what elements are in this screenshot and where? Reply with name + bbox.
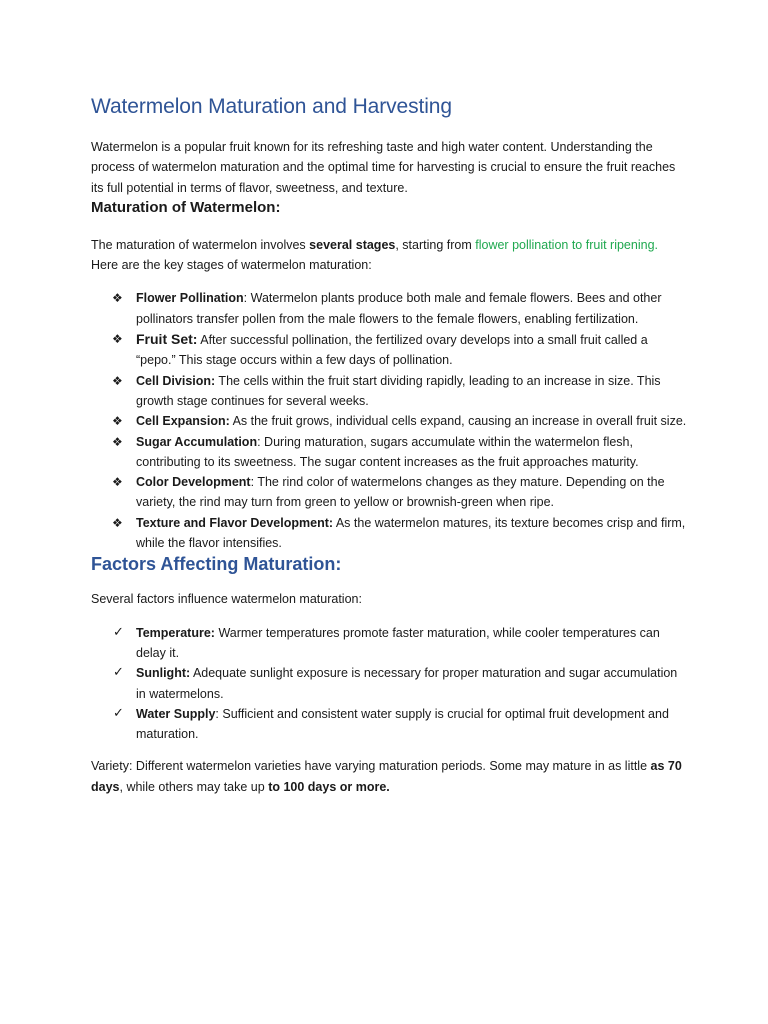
- stage-text: During maturation, sugars accumulate within the watermelon flesh, contributing to its sweetness. The sugar content increases as the fruit approaches maturity.: [136, 434, 639, 469]
- stage-term: Flower Pollination: [136, 291, 244, 306]
- maturation-heading: Maturation of Watermelon:: [91, 198, 281, 216]
- factor-text: Warmer temperatures promote faster maturation, while cooler temperatures can delay it.: [136, 625, 660, 660]
- intro-paragraph: Watermelon is a popular fruit known for its refreshing taste and high water content. Understanding the process of watermelon maturation and the optimal time for harvesting is crucial to ensure the fruit reaches its full potential in terms of flavor, sweetness, and texture.: [91, 140, 676, 195]
- diamond-bullet-icon: ❖: [112, 414, 123, 429]
- stage-term: Cell Expansion:: [136, 414, 230, 429]
- list-item: [91, 704, 687, 745]
- diamond-bullet-icon: ❖: [112, 434, 123, 449]
- list-item: [91, 663, 687, 704]
- stage-term: Texture and Flavor Development:: [136, 515, 334, 530]
- stage-text: The cells within the fruit start dividing rapidly, leading to an increase in size. This growth stage continues for several weeks.: [136, 373, 661, 408]
- factors-list: [91, 623, 687, 745]
- factor-term: Sunlight:: [136, 666, 191, 681]
- diamond-bullet-icon: ❖: [112, 515, 123, 530]
- stages-list: [91, 288, 687, 553]
- factor-term: Temperature:: [136, 625, 215, 640]
- stage-text: After successful pollination, the fertilized ovary develops into a small fruit called a “pepo.” This stage occurs within a few days of pollination.: [136, 333, 648, 368]
- factor-text: Sufficient and consistent water supply is crucial for optimal fruit development and maturation.: [136, 706, 669, 742]
- list-item: [91, 623, 687, 664]
- list-item: [91, 513, 687, 554]
- list-item: [91, 288, 687, 329]
- factor-text: Adequate sunlight exposure is necessary for proper maturation and sugar accumulation in watermelons.: [136, 666, 678, 701]
- check-bullet-icon: ✓: [113, 623, 124, 639]
- stage-text: Watermelon plants produce both male and female flowers. Bees and other pollinators transfer pollen from the male flowers to the female flowers, enabling fertilization.: [136, 291, 662, 326]
- list-item: [91, 371, 687, 412]
- list-item: [91, 432, 687, 473]
- maturation-text-2: , starting from: [395, 237, 476, 252]
- variety-paragraph: [91, 756, 687, 797]
- document-content: [91, 94, 687, 797]
- list-item: [91, 329, 687, 371]
- stage-term: Cell Division:: [136, 373, 216, 388]
- stage-text: As the fruit grows, individual cells expand, causing an increase in overall fruit size.: [229, 414, 687, 429]
- list-item: [91, 411, 687, 431]
- stage-term: Color Development: [136, 475, 251, 490]
- factors-intro: Several factors influence watermelon maturation:: [91, 592, 362, 607]
- diamond-bullet-icon: ❖: [112, 332, 123, 347]
- variety-bold-1: as 70 days: [91, 759, 682, 794]
- maturation-highlight: flower pollination to fruit ripening.: [475, 237, 658, 252]
- stage-sep: :: [257, 434, 261, 449]
- stage-sep: :: [250, 475, 255, 490]
- factor-term: Water Supply: [136, 706, 216, 721]
- stage-sep: :: [243, 291, 248, 306]
- page-title: Watermelon Maturation and Harvesting: [91, 95, 452, 118]
- diamond-bullet-icon: ❖: [112, 291, 123, 306]
- maturation-paragraph: [91, 235, 687, 276]
- diamond-bullet-icon: ❖: [112, 373, 123, 388]
- check-bullet-icon: ✓: [113, 704, 124, 720]
- list-item: [91, 472, 687, 513]
- diamond-bullet-icon: ❖: [112, 475, 123, 490]
- check-bullet-icon: ✓: [113, 664, 124, 680]
- stage-text: The rind color of watermelons changes as they mature. Depending on the variety, the rind may turn from green to yellow or brownish-green when ripe.: [136, 475, 665, 510]
- factors-heading: Factors Affecting Maturation:: [91, 554, 342, 575]
- variety-text-2: , while others may take up: [119, 779, 269, 794]
- maturation-bold: several stages: [309, 237, 396, 252]
- stage-term: Sugar Accumulation: [136, 434, 258, 449]
- maturation-text-3: Here are the key stages of watermelon maturation:: [91, 258, 372, 273]
- maturation-text-1: The maturation of watermelon involves: [91, 237, 310, 252]
- stage-text: As the watermelon matures, its texture becomes crisp and firm, while the flavor intensifies.: [136, 515, 686, 551]
- factor-sep: :: [215, 706, 219, 721]
- variety-bold-2: to 100 days or more.: [268, 779, 390, 794]
- stage-term: Fruit Set:: [136, 331, 198, 348]
- variety-text-1: Variety: Different watermelon varieties have varying maturation periods. Some may mature in as little: [91, 759, 651, 774]
